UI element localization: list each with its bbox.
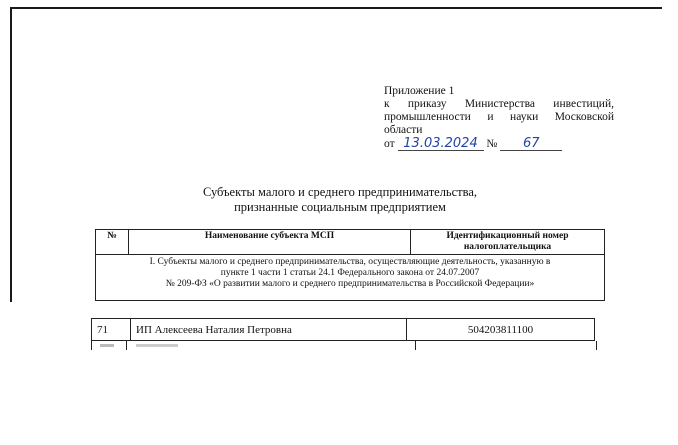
number-prefix: № [486,138,498,150]
scan-edge-left [10,7,12,302]
cropped-next-row [91,341,597,350]
scan-edge-top [12,7,662,9]
section-line-2: пункте 1 части 1 статьи 24.1 Федерального закона от 24.07.2007 [220,268,480,278]
table-row [91,318,595,341]
header-number: № [96,230,129,255]
header-inn: Идентификационный номер налогоплательщика [411,230,605,255]
date-prefix: от [384,138,395,150]
appendix-line-2: к приказу Министерства инвестиций, [384,98,614,110]
appendix-block [384,85,614,151]
title-line-2: признанные социальным предприятием [234,200,446,214]
cropped-text-fragment [100,344,114,347]
document-title [150,185,530,215]
registry-table [95,229,605,301]
appendix-line-4: области [384,124,423,136]
row-name: ИП Алексеева Наталия Петровна [131,319,407,341]
order-date-line [384,138,614,151]
appendix-title: Приложение 1 [384,85,455,97]
section-row [96,255,605,301]
cropped-text-fragment [136,344,178,347]
title-line-1: Субъекты малого и среднего предпринимательства, [202,185,478,199]
scan-gap [0,302,678,316]
header-name: Наименование субъекта МСП [129,230,411,255]
appendix-line-3: промышленности и науки Московской [384,111,614,123]
column-divider [415,341,416,350]
row-number: 71 [92,319,131,341]
handwritten-number: 67 [500,138,562,151]
handwritten-date: 13.03.2024 [398,138,484,151]
section-heading [96,255,605,301]
row-inn: 504203811100 [407,319,595,341]
table-header-row [96,230,605,255]
column-divider [126,341,127,350]
section-line-3: № 209-ФЗ «О развитии малого и среднего предпринимательства в Российской Федерации» [165,279,535,289]
section-line-1: I. Субъекты малого и среднего предпринимательства, осуществляющие деятельность, указанную в [149,257,551,267]
